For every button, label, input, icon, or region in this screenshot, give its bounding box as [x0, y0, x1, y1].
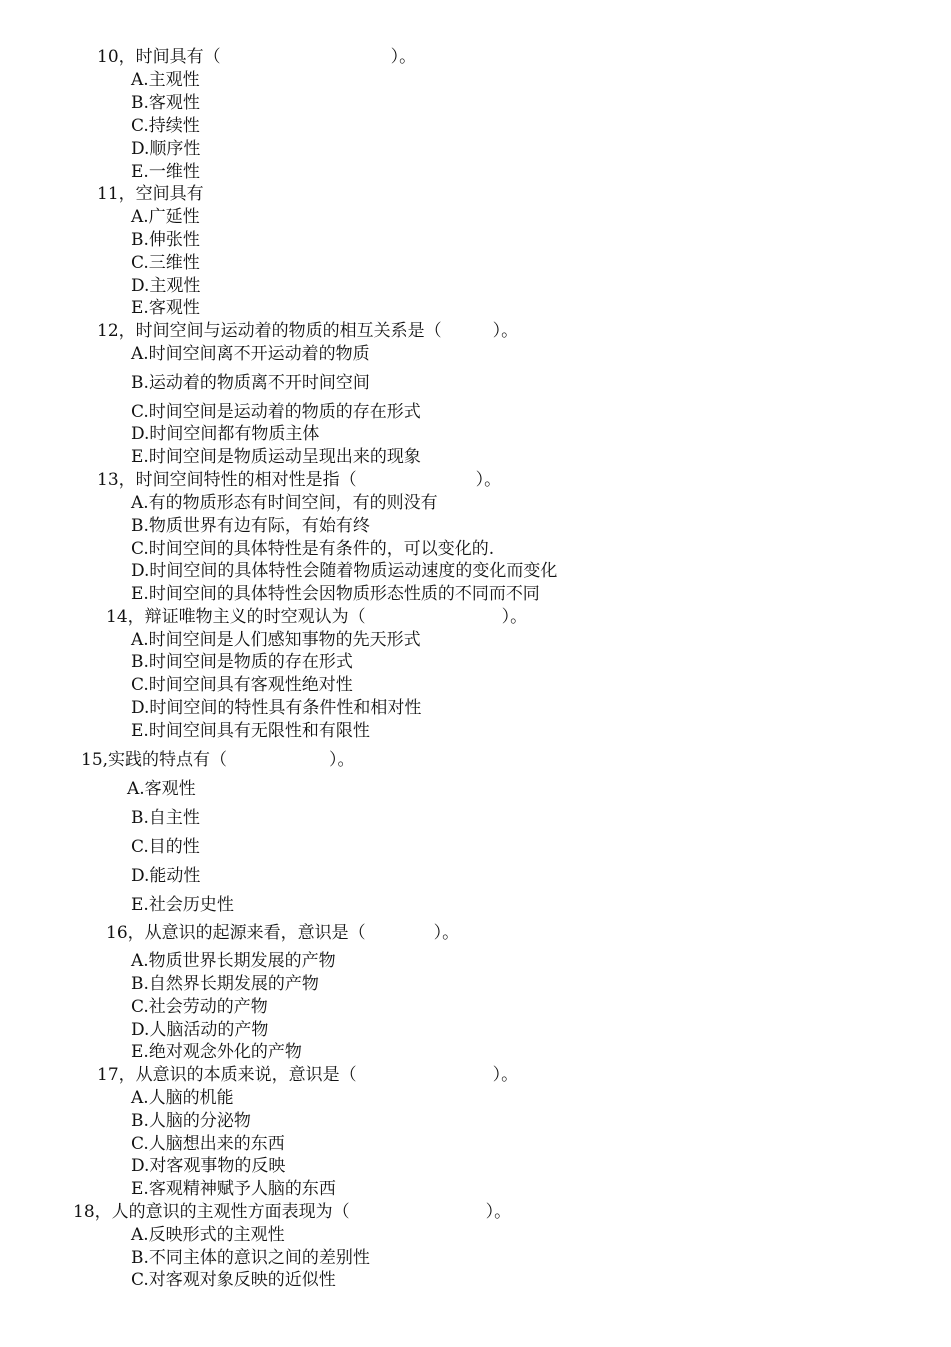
option: A.时间空间离不开运动着的物质 — [131, 344, 370, 364]
option: C.持续性 — [131, 116, 200, 136]
option: E.客观精神赋予人脑的东西 — [131, 1179, 336, 1199]
question-title: 11，空间具有 — [97, 184, 204, 204]
option: B.自主性 — [131, 808, 200, 828]
option: A.客观性 — [127, 779, 196, 799]
question-title: 10，时间具有（ ）。 — [97, 47, 417, 67]
option: E.一维性 — [131, 162, 200, 182]
question-title: 17，从意识的本质来说，意识是（ ）。 — [97, 1065, 519, 1085]
option: B.不同主体的意识之间的差别性 — [131, 1248, 370, 1268]
option: C.社会劳动的产物 — [131, 997, 268, 1017]
option: C.目的性 — [131, 837, 200, 857]
question-title: 18，人的意识的主观性方面表现为（ ）。 — [73, 1202, 512, 1222]
option: D.时间空间的具体特性会随着物质运动速度的变化而变化 — [131, 561, 558, 581]
option: A.时间空间是人们感知事物的先天形式 — [131, 630, 421, 650]
option: B.客观性 — [131, 93, 200, 113]
option: B.伸张性 — [131, 230, 200, 250]
question-title: 16，从意识的起源来看，意识是（ ）。 — [106, 923, 460, 943]
question-title: 13，时间空间特性的相对性是指（ ）。 — [97, 470, 502, 490]
option: B.时间空间是物质的存在形式 — [131, 652, 353, 672]
option: B.运动着的物质离不开时间空间 — [131, 373, 370, 393]
option: E.绝对观念外化的产物 — [131, 1042, 302, 1062]
option: D.时间空间的特性具有条件性和相对性 — [131, 698, 422, 718]
option: D.人脑活动的产物 — [131, 1020, 269, 1040]
option: A.主观性 — [131, 70, 200, 90]
option: E.社会历史性 — [131, 895, 234, 915]
option: E.时间空间的具体特性会因物质形态性质的不同而不同 — [131, 584, 540, 604]
option: D.主观性 — [131, 276, 201, 296]
option: A.人脑的机能 — [131, 1088, 234, 1108]
option: C.对客观对象反映的近似性 — [131, 1270, 336, 1290]
option: A.有的物质形态有时间空间，有的则没有 — [131, 493, 438, 513]
option: C.人脑想出来的东西 — [131, 1134, 285, 1154]
option: E.时间空间是物质运动呈现出来的现象 — [131, 447, 421, 467]
option: C.时间空间的具体特性是有条件的，可以变化的. — [131, 539, 495, 559]
option: E.时间空间具有无限性和有限性 — [131, 721, 370, 741]
option: C.时间空间具有客观性绝对性 — [131, 675, 353, 695]
option: D.时间空间都有物质主体 — [131, 424, 320, 444]
option: B.人脑的分泌物 — [131, 1111, 251, 1131]
question-title: 15,实践的特点有（ ）。 — [81, 750, 355, 770]
option: B.自然界长期发展的产物 — [131, 974, 319, 994]
question-title: 12，时间空间与运动着的物质的相互关系是（ ）。 — [97, 321, 519, 341]
option: A.反映形式的主观性 — [131, 1225, 285, 1245]
option: A.物质世界长期发展的产物 — [131, 951, 336, 971]
option: D.对客观事物的反映 — [131, 1156, 286, 1176]
option: C.三维性 — [131, 253, 200, 273]
option: A.广延性 — [131, 207, 200, 227]
option: C.时间空间是运动着的物质的存在形式 — [131, 402, 421, 422]
option: D.顺序性 — [131, 139, 201, 159]
option: D.能动性 — [131, 866, 201, 886]
option: E.客观性 — [131, 298, 200, 318]
option: B.物质世界有边有际，有始有终 — [131, 516, 370, 536]
question-title: 14，辩证唯物主义的时空观认为（ ）。 — [106, 607, 528, 627]
